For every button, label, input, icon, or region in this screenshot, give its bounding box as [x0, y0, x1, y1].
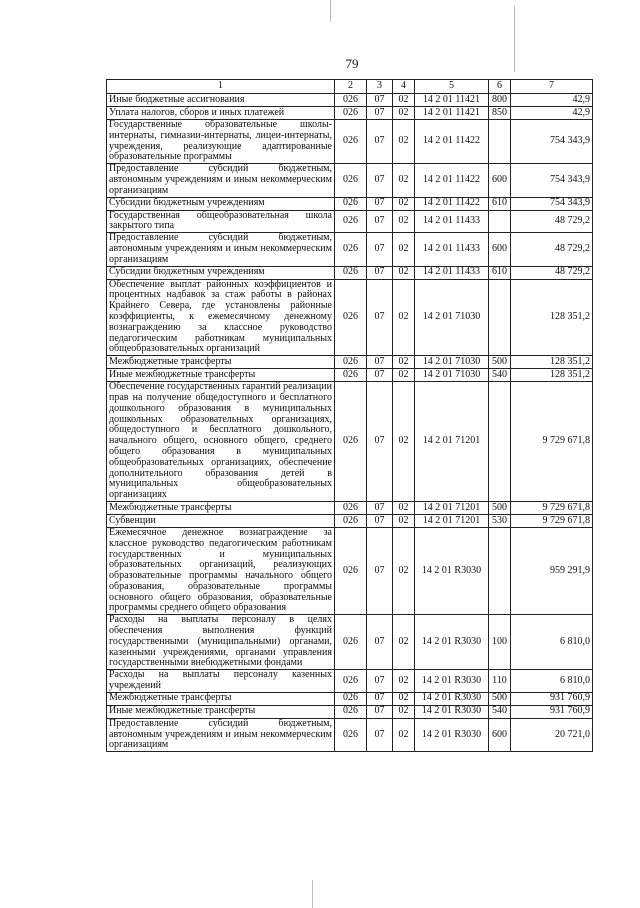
table-row: [107, 501, 593, 514]
row-section: 07: [367, 527, 393, 614]
row-gr-code: 026: [335, 233, 367, 266]
row-target-article: 14 2 01 11433: [415, 266, 489, 279]
row-gr-code: 026: [335, 705, 367, 718]
row-section: 07: [367, 266, 393, 279]
row-section: 07: [367, 197, 393, 210]
row-amount: 48 729,2: [511, 266, 593, 279]
row-target-article: 14 2 01 R3030: [415, 718, 489, 751]
row-target-article: 14 2 01 R3030: [415, 615, 489, 670]
row-amount: 9 729 671,8: [511, 382, 593, 502]
row-subsection: 02: [393, 527, 415, 614]
row-gr-code: 026: [335, 279, 367, 356]
row-gr-code: 026: [335, 692, 367, 705]
row-subsection: 02: [393, 120, 415, 164]
table-row: [107, 527, 593, 614]
table-row: [107, 718, 593, 751]
row-target-article: 14 2 01 11422: [415, 120, 489, 164]
row-target-article: 14 2 01 71030: [415, 279, 489, 356]
row-amount: 754 343,9: [511, 197, 593, 210]
row-expense-type: 500: [489, 501, 511, 514]
row-gr-code: 026: [335, 670, 367, 693]
row-gr-code: 026: [335, 210, 367, 233]
row-amount: 931 760,9: [511, 705, 593, 718]
row-gr-code: 026: [335, 356, 367, 369]
row-gr-code: 026: [335, 107, 367, 120]
table-row: [107, 356, 593, 369]
row-name: Расходы на выплаты персоналу в целях обеспечения выполнения функций государственными (муниципальными) органами, казенными учреждениями, органами управления государственными внебюджетными фондами: [107, 615, 335, 670]
table-row: [107, 107, 593, 120]
row-section: 07: [367, 164, 393, 197]
row-target-article: 14 2 01 11422: [415, 197, 489, 210]
row-amount: 42,9: [511, 94, 593, 107]
row-subsection: 02: [393, 210, 415, 233]
row-amount: 20 721,0: [511, 718, 593, 751]
page-number: 79: [345, 56, 359, 71]
table-row: [107, 120, 593, 164]
row-name: Предоставление субсидий бюджетным, автономным учреждениям и иным некоммерческим организациям: [107, 164, 335, 197]
row-gr-code: 026: [335, 197, 367, 210]
row-target-article: 14 2 01 R3030: [415, 705, 489, 718]
row-subsection: 02: [393, 107, 415, 120]
row-subsection: 02: [393, 279, 415, 356]
scan-mark-top: [330, 0, 331, 22]
table-header-row: [107, 80, 593, 94]
row-name: Межбюджетные трансферты: [107, 356, 335, 369]
row-expense-type: 600: [489, 233, 511, 266]
row-gr-code: 026: [335, 615, 367, 670]
row-subsection: 02: [393, 94, 415, 107]
row-gr-code: 026: [335, 501, 367, 514]
row-name: Предоставление субсидий бюджетным, автономным учреждениям и иным некоммерческим организациям: [107, 233, 335, 266]
table-row: [107, 233, 593, 266]
row-subsection: 02: [393, 501, 415, 514]
row-section: 07: [367, 670, 393, 693]
row-expense-type: 610: [489, 197, 511, 210]
row-expense-type: [489, 279, 511, 356]
row-expense-type: [489, 120, 511, 164]
row-gr-code: 026: [335, 369, 367, 382]
row-target-article: 14 2 01 71030: [415, 369, 489, 382]
row-expense-type: 850: [489, 107, 511, 120]
row-expense-type: [489, 210, 511, 233]
budget-table: [106, 79, 593, 752]
row-name: Иные межбюджетные трансферты: [107, 369, 335, 382]
row-amount: 931 760,9: [511, 692, 593, 705]
column-header: 3: [367, 80, 393, 94]
row-expense-type: 530: [489, 514, 511, 527]
row-target-article: 14 2 01 11433: [415, 233, 489, 266]
table-row: [107, 369, 593, 382]
row-expense-type: 500: [489, 692, 511, 705]
column-header: 7: [511, 80, 593, 94]
row-amount: 9 729 671,8: [511, 514, 593, 527]
row-name: Иные межбюджетные трансферты: [107, 705, 335, 718]
table-row: [107, 266, 593, 279]
row-section: 07: [367, 120, 393, 164]
row-section: 07: [367, 94, 393, 107]
row-expense-type: 800: [489, 94, 511, 107]
scan-mark-bottom: [312, 880, 313, 908]
row-subsection: 02: [393, 514, 415, 527]
row-target-article: 14 2 01 R3030: [415, 670, 489, 693]
row-expense-type: 600: [489, 718, 511, 751]
row-gr-code: 026: [335, 718, 367, 751]
row-gr-code: 026: [335, 514, 367, 527]
row-expense-type: 610: [489, 266, 511, 279]
row-section: 07: [367, 514, 393, 527]
row-expense-type: 600: [489, 164, 511, 197]
row-expense-type: 100: [489, 615, 511, 670]
column-header: 5: [415, 80, 489, 94]
row-section: 07: [367, 210, 393, 233]
row-expense-type: [489, 382, 511, 502]
row-amount: 42,9: [511, 107, 593, 120]
table-row: [107, 615, 593, 670]
table-row: [107, 705, 593, 718]
table-row: [107, 197, 593, 210]
table-row: [107, 382, 593, 502]
row-subsection: 02: [393, 164, 415, 197]
row-expense-type: [489, 527, 511, 614]
row-amount: 959 291,9: [511, 527, 593, 614]
row-name: Расходы на выплаты персоналу казенных учреждений: [107, 670, 335, 693]
row-amount: 128 351,2: [511, 279, 593, 356]
table-row: [107, 279, 593, 356]
row-section: 07: [367, 615, 393, 670]
row-amount: 9 729 671,8: [511, 501, 593, 514]
row-name: Обеспечение государственных гарантий реализации прав на получение общедоступного и бесплатного дошкольного образования в муниципальных дошкольных образовательных организациях, общедоступного и бесплатного дошкольного, начального общего, основного общего, среднего общего образования в муниципальных общеобразовательных организациях, обеспечение дополнительного образования детей в муниципальных общеобразовательных организациях: [107, 382, 335, 502]
row-name: Субсидии бюджетным учреждениям: [107, 266, 335, 279]
table-row: [107, 514, 593, 527]
row-subsection: 02: [393, 266, 415, 279]
row-name: Субвенции: [107, 514, 335, 527]
row-subsection: 02: [393, 356, 415, 369]
row-target-article: 14 2 01 71201: [415, 501, 489, 514]
row-name: Уплата налогов, сборов и иных платежей: [107, 107, 335, 120]
row-target-article: 14 2 01 71201: [415, 382, 489, 502]
row-section: 07: [367, 369, 393, 382]
row-target-article: 14 2 01 11433: [415, 210, 489, 233]
row-name: Ежемесячное денежное вознаграждение за классное руководство педагогическим работникам государственных и муниципальных образовательных организаций, реализующих образовательные программы начального общего образования, образовательные программы основного общего образования, образовательные программы среднего общего образования: [107, 527, 335, 614]
row-name: Государственная общеобразовательная школа закрытого типа: [107, 210, 335, 233]
row-amount: 754 343,9: [511, 164, 593, 197]
row-subsection: 02: [393, 197, 415, 210]
row-amount: 6 810,0: [511, 670, 593, 693]
row-name: Предоставление субсидий бюджетным, автономным учреждениям и иным некоммерческим организациям: [107, 718, 335, 751]
row-amount: 128 351,2: [511, 356, 593, 369]
row-amount: 48 729,2: [511, 210, 593, 233]
row-expense-type: 540: [489, 369, 511, 382]
table-row: [107, 670, 593, 693]
column-header: 2: [335, 80, 367, 94]
row-subsection: 02: [393, 692, 415, 705]
row-name: Субсидии бюджетным учреждениям: [107, 197, 335, 210]
scan-mark-right: [514, 6, 515, 72]
row-subsection: 02: [393, 718, 415, 751]
row-target-article: 14 2 01 71030: [415, 356, 489, 369]
row-amount: 6 810,0: [511, 615, 593, 670]
row-expense-type: 500: [489, 356, 511, 369]
row-subsection: 02: [393, 615, 415, 670]
column-header: 4: [393, 80, 415, 94]
row-target-article: 14 2 01 R3030: [415, 692, 489, 705]
row-section: 07: [367, 501, 393, 514]
row-name: Межбюджетные трансферты: [107, 501, 335, 514]
row-gr-code: 026: [335, 164, 367, 197]
row-section: 07: [367, 233, 393, 266]
row-section: 07: [367, 107, 393, 120]
row-expense-type: 540: [489, 705, 511, 718]
row-section: 07: [367, 356, 393, 369]
row-name: Иные бюджетные ассигнования: [107, 94, 335, 107]
table-row: [107, 94, 593, 107]
row-amount: 754 343,9: [511, 120, 593, 164]
row-target-article: 14 2 01 71201: [415, 514, 489, 527]
row-expense-type: 110: [489, 670, 511, 693]
column-header: 6: [489, 80, 511, 94]
row-gr-code: 026: [335, 266, 367, 279]
row-name: Государственные образовательные школы-интернаты, гимназии-интернаты, лицеи-интернаты, учреждения, реализующие адаптированные образовательные программы: [107, 120, 335, 164]
row-gr-code: 026: [335, 94, 367, 107]
row-target-article: 14 2 01 R3030: [415, 527, 489, 614]
row-section: 07: [367, 692, 393, 705]
row-section: 07: [367, 279, 393, 356]
row-target-article: 14 2 01 11421: [415, 94, 489, 107]
row-subsection: 02: [393, 233, 415, 266]
row-subsection: 02: [393, 369, 415, 382]
row-target-article: 14 2 01 11422: [415, 164, 489, 197]
row-amount: 128 351,2: [511, 369, 593, 382]
table-row: [107, 210, 593, 233]
row-subsection: 02: [393, 382, 415, 502]
table-row: [107, 164, 593, 197]
row-name: Межбюджетные трансферты: [107, 692, 335, 705]
table-row: [107, 692, 593, 705]
row-amount: 48 729,2: [511, 233, 593, 266]
row-subsection: 02: [393, 670, 415, 693]
row-target-article: 14 2 01 11421: [415, 107, 489, 120]
row-section: 07: [367, 705, 393, 718]
row-subsection: 02: [393, 705, 415, 718]
row-gr-code: 026: [335, 120, 367, 164]
row-gr-code: 026: [335, 382, 367, 502]
column-header: 1: [107, 80, 335, 94]
row-section: 07: [367, 718, 393, 751]
row-gr-code: 026: [335, 527, 367, 614]
row-name: Обеспечение выплат районных коэффициентов и процентных надбавок за стаж работы в районах Крайнего Севера, где установлены районные коэффициенты, к ежемесячному денежному вознаграждению за классное руководство педагогическим работникам муниципальных общеобразовательных организаций: [107, 279, 335, 356]
row-section: 07: [367, 382, 393, 502]
